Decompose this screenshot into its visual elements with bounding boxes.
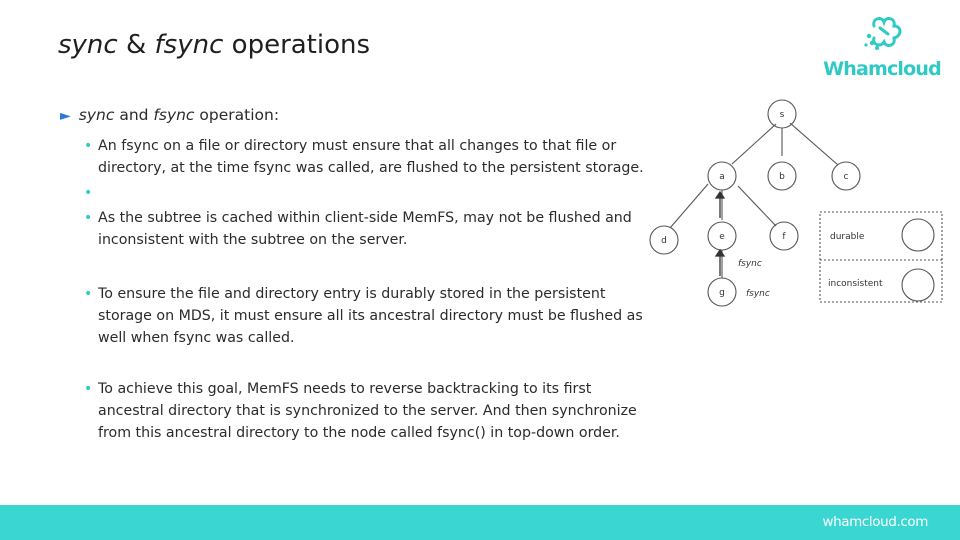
- section-heading: [60, 106, 279, 124]
- bullet-dot-icon: •: [84, 138, 93, 154]
- heading-and: and: [114, 106, 154, 124]
- heading-sync: sync: [78, 106, 115, 124]
- bullet-dot-icon: •: [84, 210, 93, 226]
- node-b-label: b: [779, 172, 785, 182]
- title-fsync: fsync: [154, 30, 224, 60]
- bullet-dot-icon: •: [84, 286, 93, 302]
- heading-operation: operation:: [194, 106, 280, 124]
- title-operations: operations: [223, 30, 371, 60]
- node-e-label: e: [719, 232, 725, 242]
- node-g-label: g: [719, 288, 725, 298]
- footer-bar: [0, 505, 960, 540]
- node-f-label: f: [782, 232, 786, 242]
- arrow-head-e-a: [716, 192, 724, 198]
- bullet-text: To achieve this goal, MemFS needs to reverse backtracking to its first ancestral directory that is synchronized to the server. And then synchronize from this ancestral directory to the node called fsync() in top-down order.: [98, 381, 637, 441]
- legend-inconsistent-circle: [902, 269, 934, 301]
- bullet-item: [80, 378, 655, 444]
- triangle-bullet-icon: ►: [60, 108, 71, 124]
- legend-durable-label: durable: [830, 232, 865, 242]
- node-s-label: s: [779, 110, 785, 120]
- edge-a-d: [670, 184, 708, 228]
- arrow-head-g-e: [716, 250, 724, 256]
- legend-inconsistent-label: inconsistent: [828, 279, 883, 289]
- fsync-tree-diagram: [640, 90, 955, 310]
- edge-a-f: [738, 186, 776, 226]
- bullet-item: [80, 135, 655, 179]
- slide-title: [58, 30, 370, 60]
- title-and: &: [117, 30, 155, 60]
- heading-fsync: fsync: [153, 106, 195, 124]
- legend-durable-circle: [902, 219, 934, 251]
- whamcloud-logo: [822, 14, 942, 84]
- edge-s-c: [790, 123, 838, 165]
- bullet-text: To ensure the file and directory entry is durably stored in the persistent storage on MDS, it must ensure all its ancestral directory must be flushed as well when fsync was called.: [98, 286, 643, 346]
- bullet-text: An fsync on a file or directory must ensure that all changes to that file or directory, at the time fsync was called, are flushed to the persistent storage.: [98, 138, 644, 176]
- title-sync: sync: [58, 30, 118, 60]
- brain-splash-icon: [822, 14, 942, 60]
- fsync-label-e: fsync: [738, 259, 762, 269]
- footer-website[interactable]: whamcloud.com: [822, 514, 928, 530]
- bullet-item: [80, 283, 655, 349]
- bullet-dot-icon: •: [84, 185, 93, 201]
- bullet-list: [80, 135, 655, 444]
- bullet-item: [80, 182, 655, 204]
- bullet-item: [80, 207, 655, 251]
- node-d-label: d: [661, 236, 667, 246]
- edge-s-a: [732, 124, 776, 164]
- bullet-dot-icon: •: [84, 381, 93, 397]
- node-c-label: c: [843, 172, 849, 182]
- node-a-label: a: [719, 172, 725, 182]
- fsync-label-g: fsync: [746, 289, 770, 299]
- logo-text: Whamcloud: [823, 58, 941, 80]
- bullet-text: As the subtree is cached within client-side MemFS, may not be flushed and inconsistent with the subtree on the server.: [98, 210, 632, 248]
